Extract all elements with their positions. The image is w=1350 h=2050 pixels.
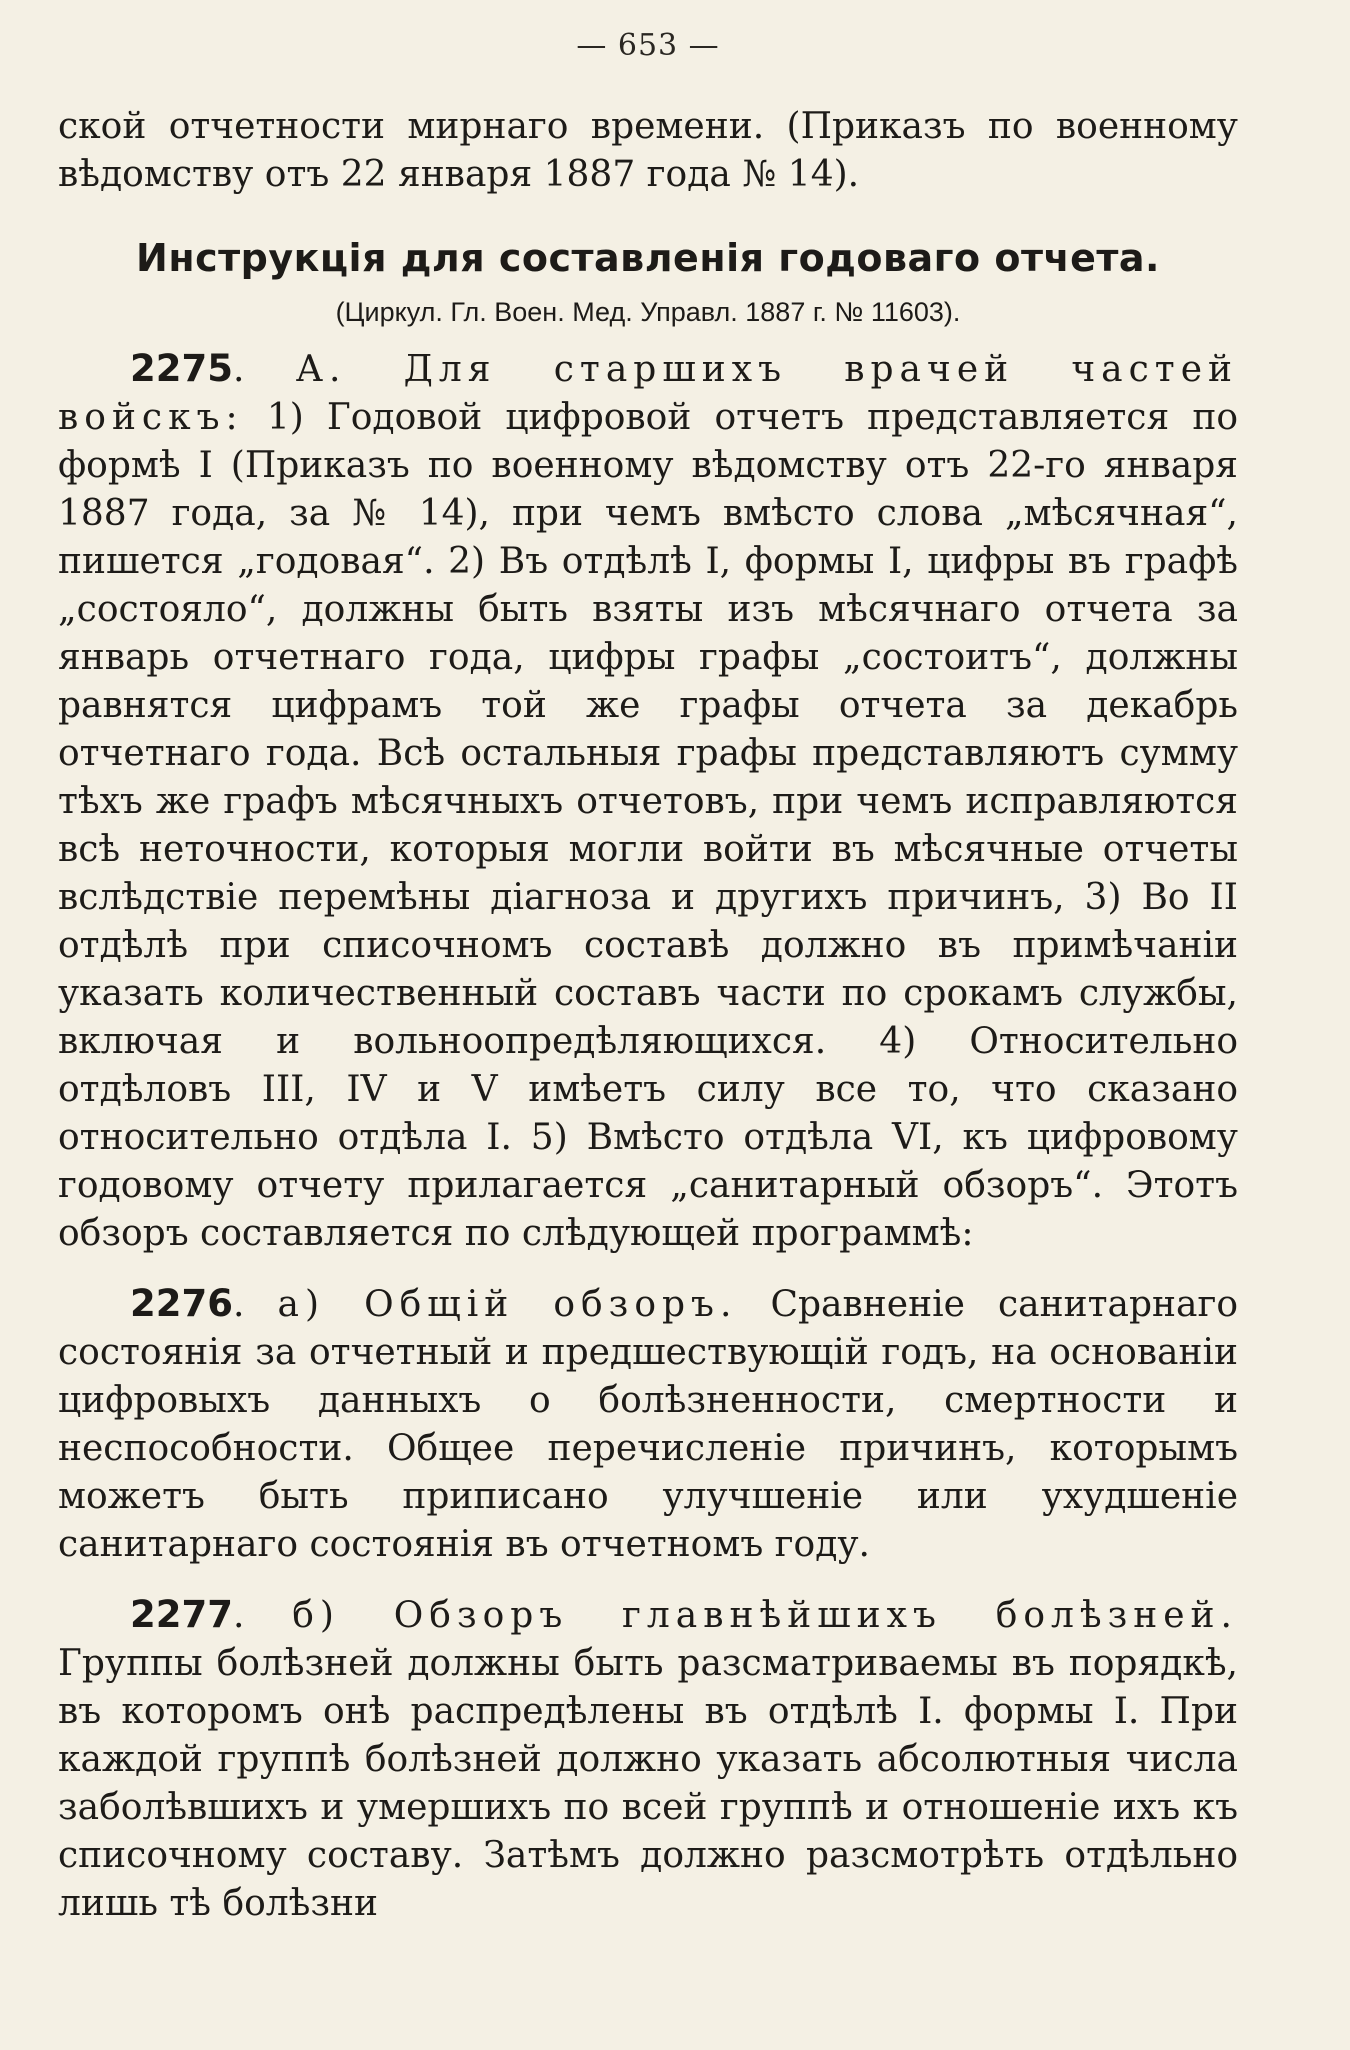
- article-lead: а) Общій обзоръ.: [277, 1284, 738, 1325]
- article-number: 2276: [130, 1282, 233, 1325]
- article-number-dot: .: [232, 349, 296, 390]
- article-text: Сравненіе санитарнаго состоянія за отчетный и предшествующій годъ, на основаніи цифровыхъ данныхъ о болѣзненности, смертности и неспособности. Общее перечисленіе причинъ, которымъ можетъ быть приписано улучшеніе или ухудшеніе санитарнаго состоянія въ отчетномъ году.: [58, 1284, 1239, 1565]
- intro-paragraph: ской отчетности мирнаго времени. (Приказъ по военному вѣдомству отъ 22 января 1887 года № 14).: [58, 106, 1238, 195]
- article-number-dot: .: [232, 1595, 293, 1636]
- article-number: 2275: [130, 347, 233, 390]
- article-2275: [58, 345, 1238, 1258]
- article-text: Группы болѣзней должны быть разсматриваемы въ порядкѣ, въ которомъ онѣ распредѣлены въ отдѣлѣ I. формы I. При каждой группѣ болѣзней должно указать абсолютныя числа заболѣвшихъ и умершихъ по всей группѣ и отношеніе ихъ къ списочному составу. Затѣмъ должно разсмотрѣть отдѣльно лишь тѣ болѣзни: [58, 1643, 1238, 1924]
- article-text: 1) Годовой цифровой отчетъ представляется по формѣ I (Приказъ по военному вѣдомству отъ 22-го января 1887 года, за № 14), при чемъ вмѣсто слова „мѣсячная“, пишется „годовая“. 2) Въ отдѣлѣ I, формы I, цифры въ графѣ „состояло“, должны быть взяты изъ мѣсячнаго отчета за январь отчетнаго года, цифры графы „состоитъ“, должны равнятся цифрамъ той же графы отчета за декабрь отчетнаго года. Всѣ остальныя графы представляютъ сумму тѣхъ же графъ мѣсячныхъ отчетовъ, при чемъ исправляются всѣ неточности, которыя могли войти въ мѣсячные отчеты вслѣдствіе перемѣны діагноза и другихъ причинъ, 3) Во II отдѣлѣ при списочномъ составѣ должно въ примѣчаніи указать количественный составъ части по срокамъ службы, включая и вольноопредѣляющихся. 4) Относительно отдѣловъ III, IV и V имѣетъ силу все то, что сказано относительно отдѣла I. 5) Вмѣсто отдѣла VI, къ цифровому годовому отчету прилагается „санитарный обзоръ“. Этотъ обзоръ составляется по слѣдующей программѣ:: [58, 397, 1238, 1254]
- article-2276: [58, 1280, 1238, 1569]
- page-number: — 653 —: [576, 28, 720, 63]
- section-subtitle: (Циркул. Гл. Воен. Мед. Управл. 1887 г. № 11603).: [335, 297, 961, 327]
- article-lead: А. Для старшихъ врачей частей войскъ:: [58, 349, 1238, 438]
- section-title: Инструкція для составленія годоваго отчета.: [136, 236, 1160, 280]
- article-number-dot: .: [232, 1284, 278, 1325]
- article-lead: б) Обзоръ главнѣйшихъ болѣзней.: [292, 1595, 1238, 1636]
- document-page: [58, 28, 1238, 1928]
- article-number: 2277: [130, 1593, 233, 1636]
- article-2277: [58, 1591, 1238, 1928]
